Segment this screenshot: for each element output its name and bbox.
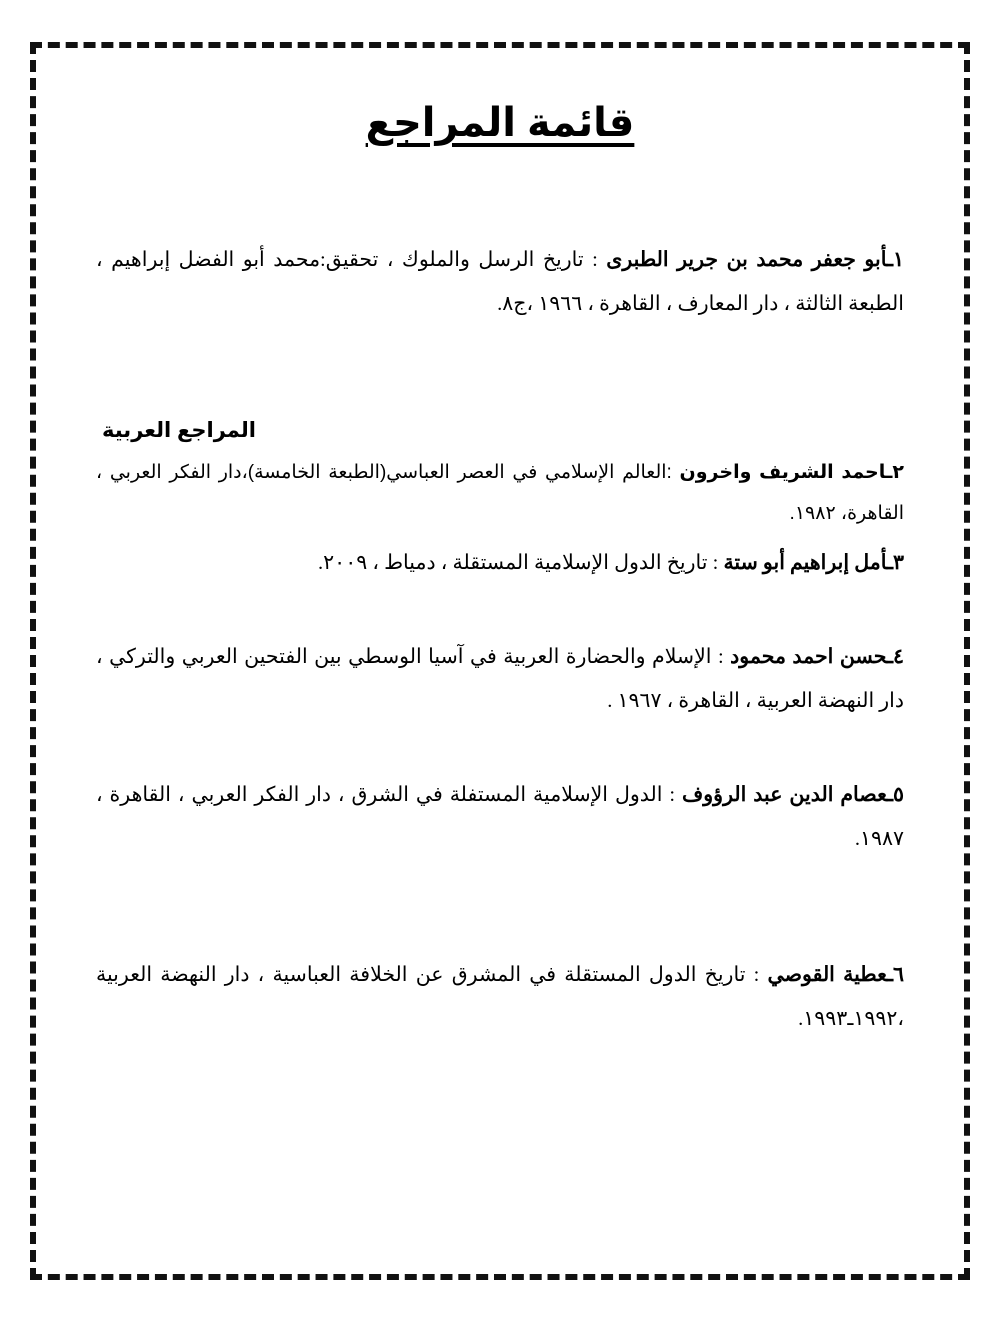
list-item — [96, 541, 904, 585]
reference-list-primary — [96, 238, 904, 326]
reference-details: : تاريخ الدول المستقلة في المشرق عن الخلافة العباسية ، دار النهضة العربية ،١٩٩٢ـ١٩٩٣. — [96, 964, 904, 1031]
reference-details: : تاريخ الدول الإسلامية المستقلة ، دمياط ، ٢٠٠٩. — [318, 551, 724, 574]
list-item — [96, 953, 904, 1041]
reference-number: ٦ـ — [886, 964, 904, 987]
list-item — [96, 773, 904, 861]
spacer — [96, 332, 904, 418]
reference-author: احمد الشريف واخرون — [679, 462, 886, 484]
spacer — [96, 729, 904, 773]
reference-author: حسن احمد محمود — [730, 645, 887, 668]
spacer — [96, 867, 904, 953]
reference-author: عطية القوصي — [767, 964, 887, 987]
section-heading-arabic-references: المراجع العربية — [102, 419, 256, 443]
list-item — [96, 635, 904, 723]
document-content — [96, 100, 904, 1041]
reference-number: ٤ـ — [886, 645, 904, 668]
page-title: قائمة المراجع — [365, 101, 635, 145]
reference-details: : الدول الإسلامية المستفلة في الشرق ، دار الفكر العربي ، القاهرة ، ١٩٨٧. — [96, 784, 904, 851]
spacer — [96, 146, 904, 238]
reference-details: : تاريخ الرسل والملوك ، تحقيق:محمد أبو الفضل إبراهيم ، الطبعة الثالثة ، دار المعارف ، القاهرة ، ١٩٦٦ ،ج٨. — [96, 249, 904, 316]
list-item — [96, 453, 904, 535]
reference-number: ٣ـ — [886, 551, 904, 574]
reference-details: :العالم الإسلامي في العصر العباسي(الطبعة الخامسة)،دار الفكر العربي ، القاهرة، ١٩٨٢. — [96, 462, 904, 524]
reference-number: ٢ـ — [885, 462, 904, 484]
reference-details: : الإسلام والحضارة العربية في آسيا الوسطي بين الفتحين العربي والتركي ، دار النهضة العربية ، القاهرة ، ١٩٦٧ . — [96, 645, 904, 712]
reference-list-arabic — [96, 453, 904, 1041]
list-item — [96, 238, 904, 326]
spacer — [96, 591, 904, 635]
reference-number: ٥ـ — [886, 784, 904, 806]
reference-author: أبو جعفر محمد بن جرير الطبرى — [606, 249, 887, 271]
reference-author: أمل إبراهيم أبو ستة — [723, 551, 887, 574]
reference-author: عصام الدين عبد الرؤوف — [682, 784, 887, 806]
reference-number: ١ـ — [886, 249, 904, 271]
